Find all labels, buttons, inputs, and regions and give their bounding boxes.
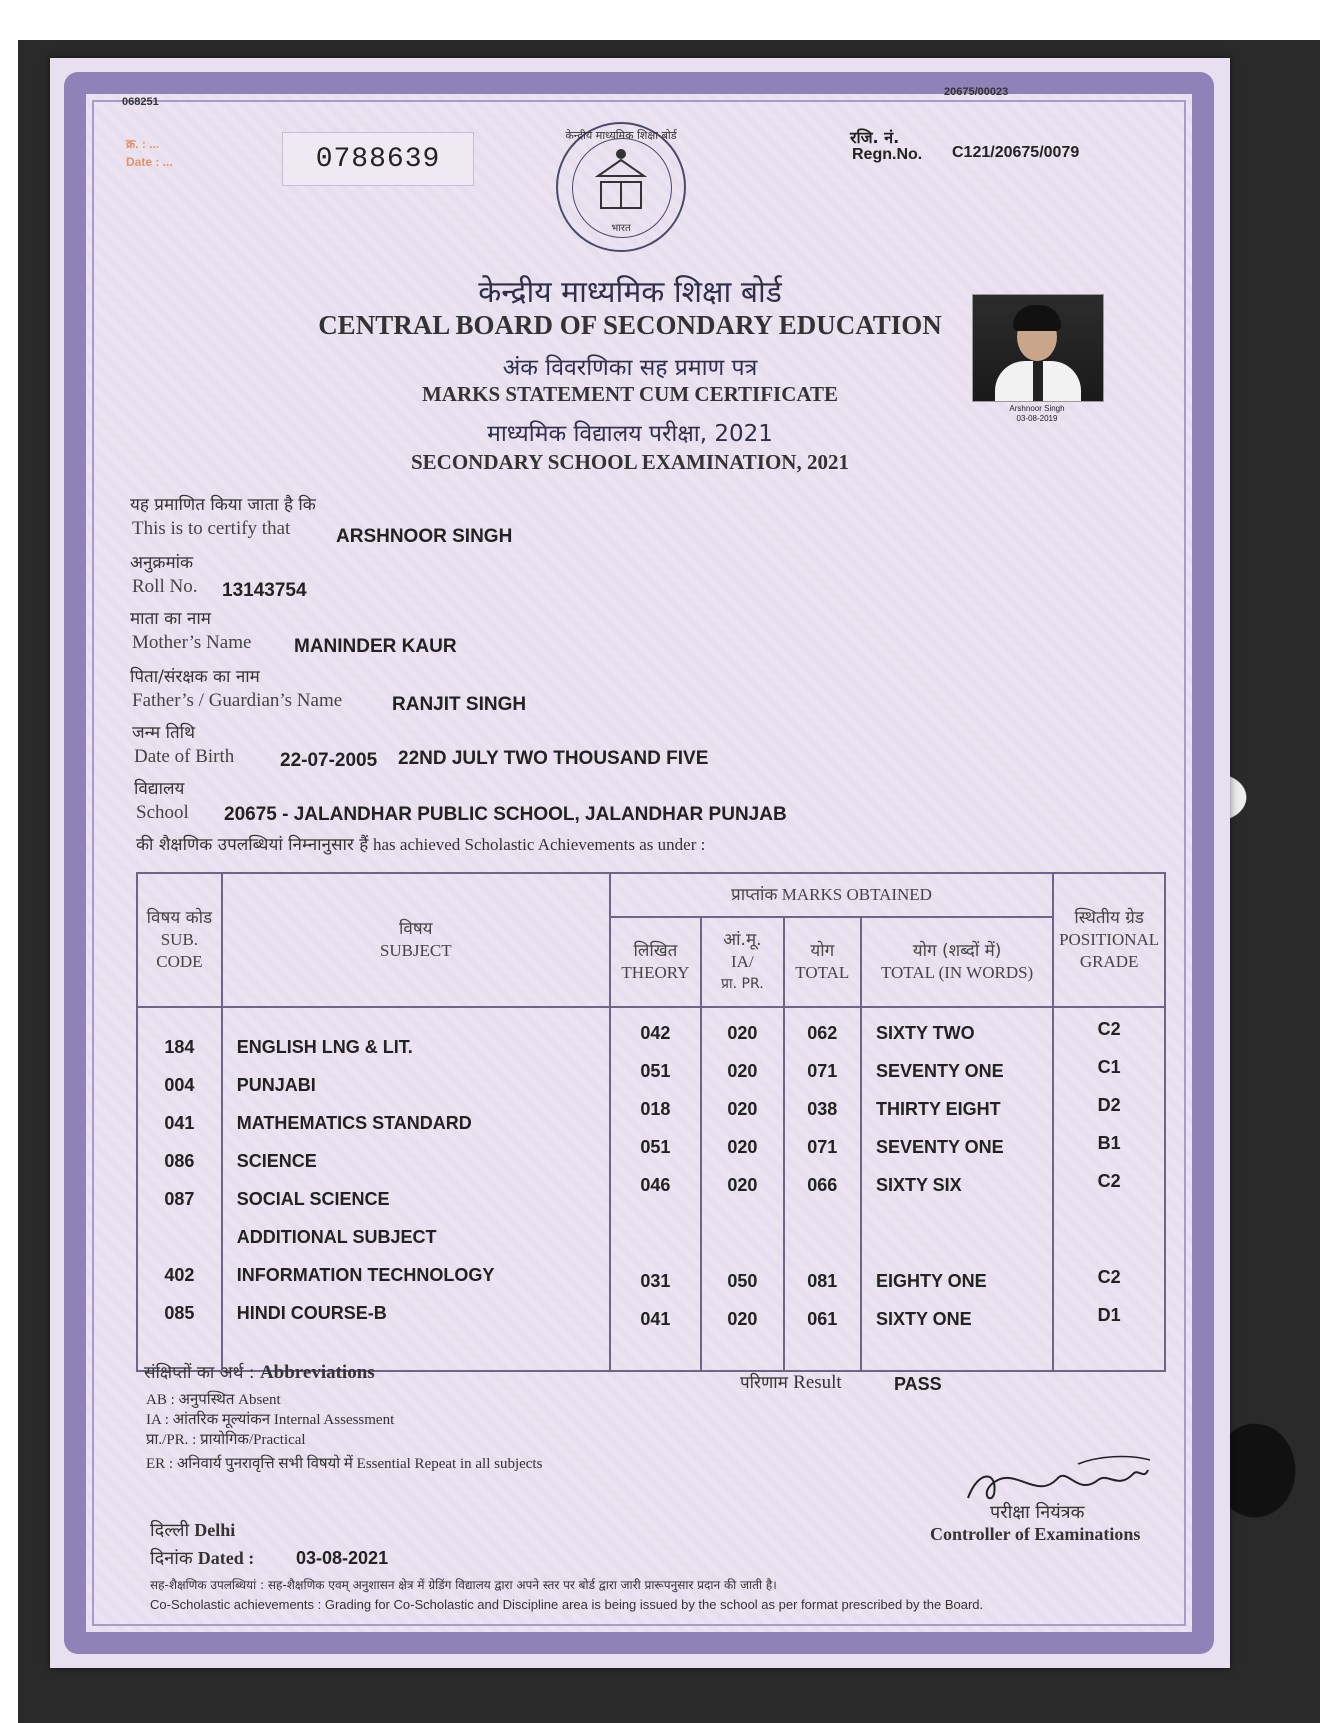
certificate-title-hindi: अंक विवरणिका सह प्रमाण पत्र — [502, 355, 758, 381]
total-mark: 071 — [807, 1137, 838, 1157]
grade: D2 — [1097, 1095, 1121, 1115]
subject-name: MATHEMATICS STANDARD — [236, 1113, 472, 1133]
spacer — [702, 1204, 783, 1242]
col-grade-hindi: स्थितीय ग्रेड — [1074, 908, 1144, 928]
col-code-header — [137, 873, 222, 1007]
dated-en: Dated : — [197, 1548, 255, 1568]
spacer — [876, 1204, 1052, 1242]
orange-note-1: क्र. : ... — [126, 137, 160, 151]
total-mark: 066 — [807, 1175, 838, 1195]
total-words: SIXTY SIX — [875, 1175, 962, 1195]
col-code-en2: CODE — [156, 952, 203, 971]
student-name: ARSHNOOR SINGH — [336, 526, 513, 547]
words-column — [861, 1007, 1053, 1370]
certify-label: This is to certify that — [132, 518, 291, 539]
abbreviations-title — [144, 1360, 375, 1384]
abbr-pr: प्रा./PR. : प्रायोगिक/Practical — [146, 1432, 306, 1448]
result-label-hindi: परिणाम — [740, 1373, 788, 1393]
code-column — [137, 1007, 222, 1370]
dob-label-hindi: जन्म तिथि — [132, 723, 195, 743]
photo-caption-name: Arshnoor Singh — [1009, 404, 1065, 413]
certify-label-hindi: यह प्रमाणित किया जाता है कि — [130, 495, 316, 515]
total-words: SIXTY ONE — [875, 1309, 972, 1329]
grade: B1 — [1097, 1133, 1121, 1153]
col-theory-hindi: लिखित — [633, 941, 678, 961]
mother-name: MANINDER KAUR — [294, 636, 457, 657]
cbse-seal-icon — [556, 122, 686, 252]
col-subject-header — [222, 873, 610, 1007]
subject-name: HINDI COURSE-B — [236, 1303, 387, 1323]
col-subject-hindi: विषय — [398, 919, 433, 939]
total-words: THIRTY EIGHT — [875, 1099, 1001, 1119]
co-scholastic-note-hindi: सह-शैक्षणिक उपलब्धियां : सह-शैक्षणिक एवम् अनुशासन क्षेत्र में ग्रेडिंग विद्यालय द्वारा अपने स्तर पर बोर्ड द्वारा जारी प्रारूपनुसार प्रदान की जाती है। — [150, 1578, 777, 1592]
col-grade-en2: GRADE — [1079, 952, 1139, 971]
total-mark: 081 — [807, 1271, 838, 1291]
dob-words: 22ND JULY TWO THOUSAND FIVE — [398, 748, 709, 769]
col-subject-en: SUBJECT — [379, 941, 452, 960]
col-words-en: TOTAL (IN WORDS) — [880, 963, 1034, 982]
col-grade-header — [1053, 873, 1165, 1007]
subject-code: 184 — [164, 1037, 195, 1057]
co-scholastic-note: Co-Scholastic achievements : Grading for Co-Scholastic and Discipline area is being issued by the school as per format prescribed by the Board. — [150, 1597, 984, 1612]
theory-column — [610, 1007, 701, 1370]
abbreviations-title-en: Abbreviations — [259, 1362, 375, 1383]
place — [150, 1518, 235, 1542]
theory-mark: 046 — [640, 1175, 671, 1195]
spacer — [785, 1204, 860, 1242]
abbr-ab: AB : अनुपस्थित Absent — [146, 1392, 281, 1408]
marks-table — [136, 872, 1166, 1372]
col-words-hindi: योग (शब्दों में) — [912, 941, 1002, 961]
achieved-en: has achieved Scholastic Achievements as under : — [372, 835, 706, 854]
subject-code: 087 — [164, 1189, 195, 1209]
regn-number: C121/20675/0079 — [952, 144, 1080, 161]
col-total-en: TOTAL — [795, 963, 850, 982]
col-theory-header — [610, 917, 701, 1007]
dated-hindi: दिनांक — [150, 1548, 193, 1569]
seal-bottom-text: भारत — [611, 223, 631, 234]
exam-title: SECONDARY SCHOOL EXAMINATION, 2021 — [411, 450, 849, 474]
photo-caption — [972, 404, 1102, 424]
school-label: School — [136, 802, 189, 823]
ia-mark: 050 — [727, 1271, 758, 1291]
regn-label: Regn.No. — [852, 146, 923, 163]
right-code: 20675/00023 — [944, 86, 1009, 98]
dob-label: Date of Birth — [134, 746, 235, 767]
theory-mark: 051 — [640, 1137, 671, 1157]
col-total-header — [784, 917, 861, 1007]
ia-mark: 020 — [727, 1023, 758, 1043]
theory-mark: 041 — [640, 1309, 671, 1329]
controller-hindi: परीक्षा नियंत्रक — [990, 1502, 1085, 1523]
total-mark: 071 — [807, 1061, 838, 1081]
roll-label: Roll No. — [132, 576, 198, 597]
theory-mark: 042 — [640, 1023, 671, 1043]
subject-code: 086 — [164, 1151, 195, 1171]
mother-label: Mother’s Name — [132, 632, 252, 653]
marks-obtained-header — [610, 873, 1053, 917]
controller-en: Controller of Examinations — [930, 1524, 1141, 1544]
abbreviations-title-hindi: संक्षिप्तों का अर्थ : — [144, 1363, 255, 1383]
marks-obtained-hindi: प्राप्तांक — [731, 885, 778, 905]
col-words-header — [861, 917, 1053, 1007]
col-code-hindi: विषय कोड — [146, 908, 213, 928]
photo-caption-date: 03-08-2019 — [1016, 414, 1058, 423]
dob-value: 22-07-2005 — [280, 750, 378, 771]
left-code: 068251 — [122, 96, 159, 108]
ia-column — [701, 1007, 784, 1370]
roll-number: 13143754 — [222, 580, 307, 601]
total-mark: 061 — [807, 1309, 838, 1329]
result-label — [740, 1370, 842, 1394]
mother-label-hindi: माता का नाम — [130, 609, 211, 629]
total-words: SEVENTY ONE — [875, 1061, 1004, 1081]
additional-subject-label: ADDITIONAL SUBJECT — [236, 1227, 437, 1247]
dated-label — [150, 1546, 254, 1570]
col-total-hindi: योग — [810, 941, 835, 961]
exam-title-hindi: माध्यमिक विद्यालय परीक्षा, 2021 — [487, 421, 773, 447]
col-grade-en1: POSITIONAL — [1059, 930, 1160, 949]
grade: C1 — [1097, 1057, 1121, 1077]
total-words: SEVENTY ONE — [875, 1137, 1004, 1157]
spacer — [138, 1218, 221, 1256]
ia-mark: 020 — [727, 1137, 758, 1157]
col-theory-en: THEORY — [621, 963, 690, 982]
grade: D1 — [1097, 1305, 1121, 1325]
grade: C2 — [1097, 1019, 1121, 1039]
theory-mark: 051 — [640, 1061, 671, 1081]
subject-code: 004 — [164, 1075, 195, 1095]
board-title: CENTRAL BOARD OF SECONDARY EDUCATION — [318, 310, 942, 340]
total-mark: 038 — [807, 1099, 838, 1119]
subject-name: PUNJABI — [236, 1075, 316, 1095]
board-title-hindi: केन्द्रीय माध्यमिक शिक्षा बोर्ड — [478, 275, 782, 310]
ia-mark: 020 — [727, 1099, 758, 1119]
issue-date: 03-08-2021 — [296, 1548, 389, 1568]
result-label-en: Result — [793, 1372, 842, 1393]
col-ia-en: IA/ — [731, 952, 754, 971]
total-words: SIXTY TWO — [875, 1023, 975, 1043]
abbr-er: ER : अनिवार्य पुनरावृत्ति सभी विषयो में Essential Repeat in all subjects — [146, 1456, 543, 1472]
grade: C2 — [1097, 1267, 1121, 1287]
col-code-en1: SUB. — [160, 930, 199, 949]
place-en: Delhi — [194, 1520, 236, 1540]
col-ia-header — [701, 917, 784, 1007]
spacer — [611, 1204, 700, 1242]
certificate-title: MARKS STATEMENT CUM CERTIFICATE — [421, 382, 838, 406]
total-mark: 062 — [807, 1023, 838, 1043]
subject-name: SOCIAL SCIENCE — [236, 1189, 390, 1209]
subject-code: 041 — [164, 1113, 195, 1133]
col-ia-hindi: आं.मू. — [723, 930, 762, 950]
subject-name: INFORMATION TECHNOLOGY — [236, 1265, 495, 1285]
subject-column — [222, 1007, 610, 1370]
result-value: PASS — [894, 1374, 942, 1394]
abbr-ia: IA : आंतरिक मूल्यांकन Internal Assessment — [146, 1412, 395, 1428]
ia-mark: 020 — [727, 1175, 758, 1195]
seal-top-text: केन्द्रीय माध्यमिक शिक्षा बोर्ड — [565, 129, 677, 142]
place-hindi: दिल्ली — [150, 1520, 190, 1541]
subject-name: ENGLISH LNG & LIT. — [236, 1037, 413, 1057]
father-name: RANJIT SINGH — [392, 694, 527, 715]
theory-mark: 018 — [640, 1099, 671, 1119]
subject-code: 085 — [164, 1303, 195, 1323]
roll-label-hindi: अनुक्रमांक — [130, 553, 194, 573]
total-words: EIGHTY ONE — [875, 1271, 987, 1291]
serial-number: 0788639 — [282, 132, 474, 186]
achieved-hindi: की शैक्षणिक उपलब्धियां निम्नानुसार हैं — [136, 835, 369, 855]
ia-mark: 020 — [727, 1309, 758, 1329]
total-column — [784, 1007, 861, 1370]
father-label-hindi: पिता/संरक्षक का नाम — [130, 667, 260, 687]
subject-code: 402 — [164, 1265, 195, 1285]
regn-label-hindi: रजि. नं. — [850, 128, 900, 147]
ia-mark: 020 — [727, 1061, 758, 1081]
achieved-line — [136, 832, 705, 855]
theory-mark: 031 — [640, 1271, 671, 1291]
school-label-hindi: विद्यालय — [134, 779, 185, 799]
col-pr: प्रा. PR. — [721, 976, 764, 992]
father-label: Father’s / Guardian’s Name — [132, 690, 343, 711]
subject-name: SCIENCE — [236, 1151, 317, 1171]
orange-note-2: Date : ... — [126, 155, 173, 169]
grade-column — [1053, 1007, 1165, 1370]
marks-obtained-en: MARKS OBTAINED — [781, 885, 932, 904]
spacer — [1054, 1200, 1164, 1238]
grade: C2 — [1097, 1171, 1121, 1191]
student-photo — [972, 294, 1104, 402]
school-name: 20675 - JALANDHAR PUBLIC SCHOOL, JALANDHAR PUNJAB — [224, 804, 787, 825]
